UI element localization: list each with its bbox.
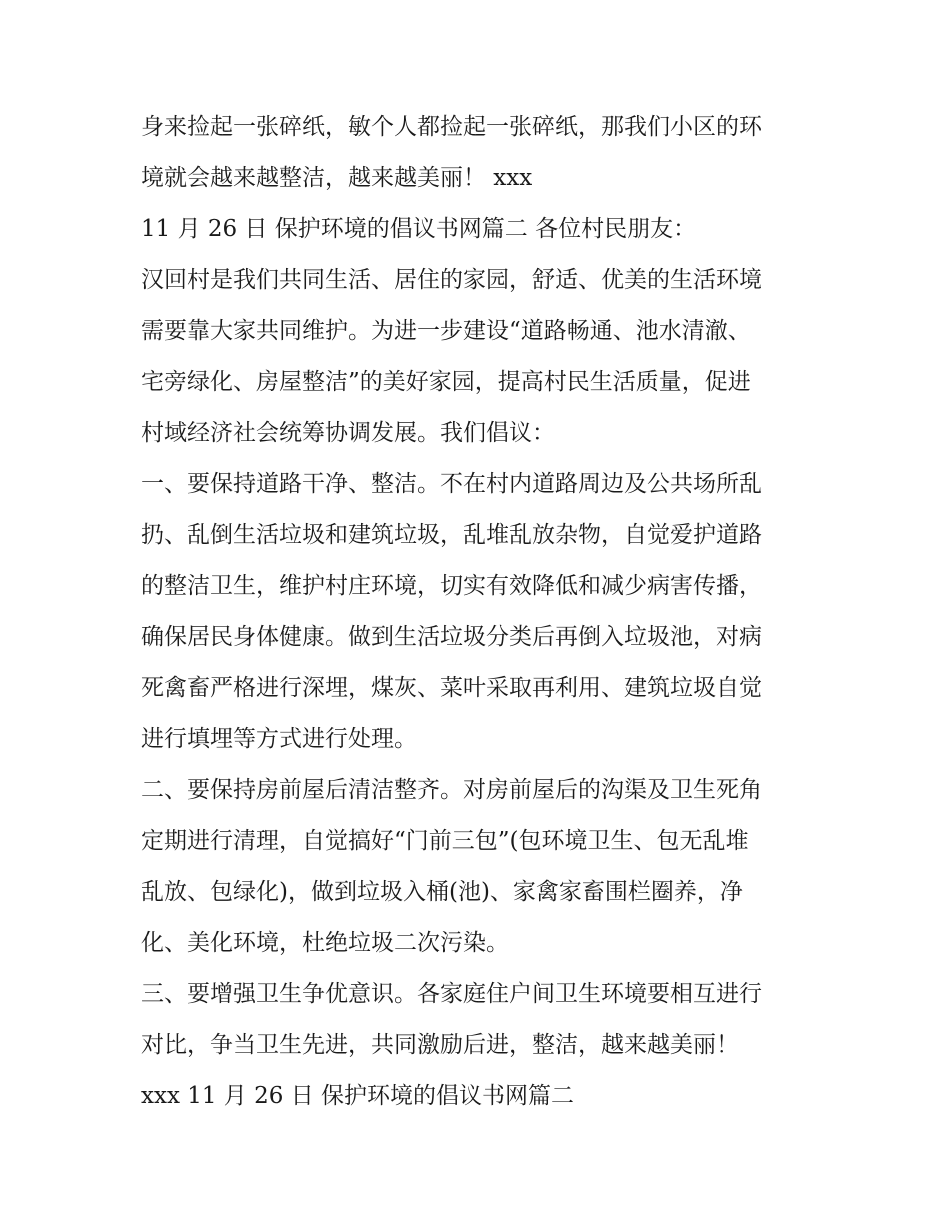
text-line-5: 需要靠大家共同维护。为进一步建设“道路畅通、池水清澈、 [141,318,751,344]
text-line-15: 定期进行清理，自觉搞好“门前三包”(包环境卫生、包无乱堆 [141,828,749,854]
text-line-10: 的整洁卫生，维护村庄环境，切实有效降低和减少病害传播， [141,573,762,599]
text-line-4: 汉回村是我们共同生活、居住的家园，舒适、优美的生活环境 [141,267,762,293]
text-line-6: 宅旁绿化、房屋整洁”的美好家园，提高村民生活质量，促进 [141,369,751,395]
text-line-14: 二、要保持房前屋后清洁整齐。对房前屋后的沟渠及卫生死角 [141,777,762,803]
text-line-1: 身来捡起一张碎纸，敏个人都捡起一张碎纸，那我们小区的环 [141,114,762,140]
text-line-7: 村域经济社会统筹协调发展。我们倡议： [141,420,555,446]
text-line-12: 死禽畜严格进行深埋，煤灰、菜叶采取再利用、建筑垃圾自觉 [141,675,762,701]
text-line-17: 化、美化环境，杜绝垃圾二次污染。 [141,930,509,956]
text-line-20: xxx 11 月 26 日 保护环境的倡议书网篇二 [141,1083,575,1109]
text-line-8: 一、要保持道路干净、整洁。不在村内道路周边及公共场所乱 [141,471,762,497]
text-line-16: 乱放、包绿化)，做到垃圾入桶(池)、家禽家畜围栏圈养，净 [141,879,743,905]
text-line-18: 三、要增强卫生争优意识。各家庭住户间卫生环境要相互进行 [141,981,762,1007]
text-line-9: 扔、乱倒生活垃圾和建筑垃圾，乱堆乱放杂物，自觉爱护道路 [141,522,762,548]
text-line-2: 境就会越来越整洁，越来越美丽！ xxx [141,165,533,191]
text-line-13: 进行填埋等方式进行处理。 [141,726,417,752]
text-line-11: 确保居民身体健康。做到生活垃圾分类后再倒入垃圾池，对病 [141,624,762,650]
text-line-19: 对比，争当卫生先进，共同激励后进，整洁，越来越美丽！ [141,1032,739,1058]
text-line-3: 11 月 26 日 保护环境的倡议书网篇二 各位村民朋友： [141,216,697,242]
